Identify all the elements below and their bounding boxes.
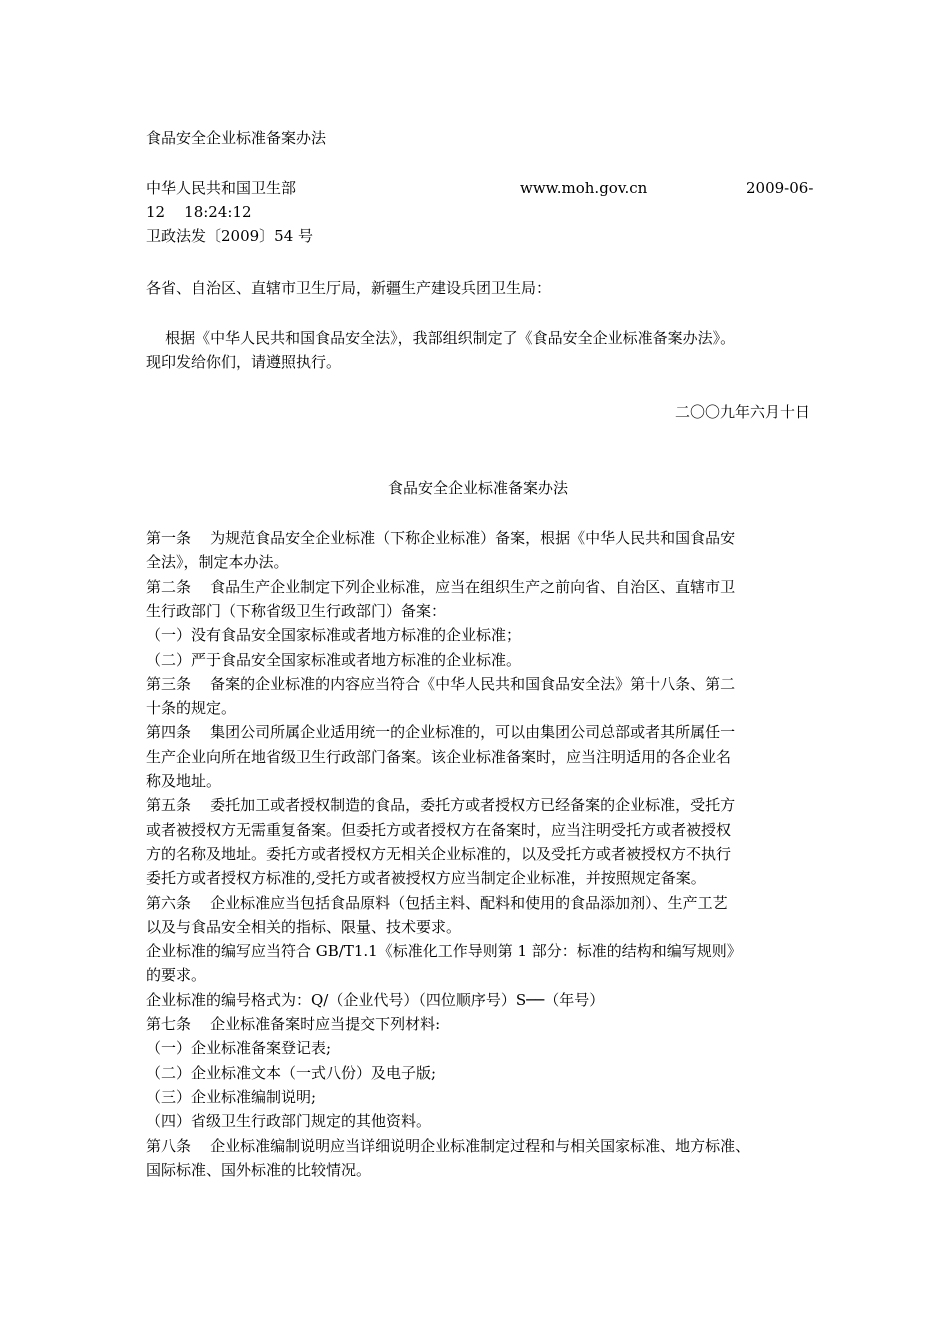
article-line: 企业标准的编写应当符合 GB/T1.1《标准化工作导则第 1 部分：标准的结构和编写规则》: [146, 942, 742, 961]
article-line: 或者被授权方无需重复备案。但委托方或者授权方在备案时，应当注明受托方或者被授权: [146, 820, 732, 839]
doc-source: 中华人民共和国卫生部: [146, 179, 297, 197]
article-line: 方的名称及地址。委托方或者授权方无相关企业标准的，以及受托方或者被授权方不执行: [146, 844, 732, 863]
article-line: 第八条 企业标准编制说明应当详细说明企业标准制定过程和与相关国家标准、地方标准、: [146, 1136, 751, 1155]
article-line: （二）企业标准文本（一式八份）及电子版;: [146, 1063, 437, 1082]
article-line: （三）企业标准编制说明;: [146, 1087, 317, 1106]
article-line: 国际标准、国外标准的比较情况。: [146, 1160, 372, 1179]
article-line: 全法》，制定本办法。: [146, 553, 289, 572]
intro-line-2: 现印发给你们，请遵照执行。: [146, 353, 342, 371]
article-line: 十条的规定。: [146, 699, 237, 718]
article-line: 委托方或者授权方标准的,受托方或者被授权方应当制定企业标准，并按照规定备案。: [146, 869, 706, 888]
article-line: 第六条 企业标准应当包括食品原料（包括主料、配料和使用的食品添加剂）、生产工艺: [146, 893, 728, 912]
doc-url[interactable]: www.moh.gov.cn: [520, 179, 648, 197]
doc-title-top: 食品安全企业标准备案办法: [146, 129, 327, 147]
article-line: （四）省级卫生行政部门规定的其他资料。: [146, 1112, 432, 1131]
sign-date: 二〇〇九年六月十日: [674, 403, 810, 421]
article-line: 第二条 食品生产企业制定下列企业标准，应当在组织生产之前向省、自治区、直辖市卫: [146, 577, 736, 596]
addressee: 各省、自治区、直辖市卫生厅局，新疆生产建设兵团卫生局：: [146, 279, 552, 297]
article-line: 第七条 企业标准备案时应当提交下列材料:: [146, 1015, 441, 1033]
article-line: 称及地址。: [146, 772, 222, 790]
article-line: （二）严于食品安全国家标准或者地方标准的企业标准。: [146, 650, 522, 669]
article-line: 第四条 集团公司所属企业适用统一的企业标准的，可以由集团公司总部或者其所属任一: [146, 723, 736, 742]
article-line: 以及与食品安全相关的指标、限量、技术要求。: [146, 917, 462, 936]
article-line: （一）企业标准备案登记表;: [146, 1039, 332, 1058]
doc-time: 12 18:24:12: [146, 203, 252, 221]
article-line: 生产企业向所在地省级卫生行政部门备案。该企业标准备案时，应当注明适用的各企业名: [146, 747, 732, 766]
doc-date: 2009-06-: [746, 179, 814, 197]
article-line: 第五条 委托加工或者授权制造的食品，委托方或者授权方已经备案的企业标准，受托方: [146, 796, 736, 815]
article-line: 生行政部门（下称省级卫生行政部门）备案：: [146, 601, 447, 620]
article-line: 第一条 为规范食品安全企业标准（下称企业标准）备案，根据《中华人民共和国食品安: [146, 529, 736, 547]
main-title: 食品安全企业标准备案办法: [387, 479, 568, 497]
intro-line-1: 根据《中华人民共和国食品安全法》，我部组织制定了《食品安全企业标准备案办法》。: [146, 329, 736, 347]
doc-number: 卫政法发〔2009〕54 号: [146, 227, 314, 245]
article-line: 第三条 备案的企业标准的内容应当符合《中华人民共和国食品安全法》第十八条、第二: [146, 674, 736, 693]
article-line: 企业标准的编号格式为：Q/（企业代号）（四位顺序号）S──（年号）: [146, 990, 605, 1009]
article-line: 的要求。: [146, 966, 207, 985]
article-line: （一）没有食品安全国家标准或者地方标准的企业标准；: [146, 626, 522, 645]
